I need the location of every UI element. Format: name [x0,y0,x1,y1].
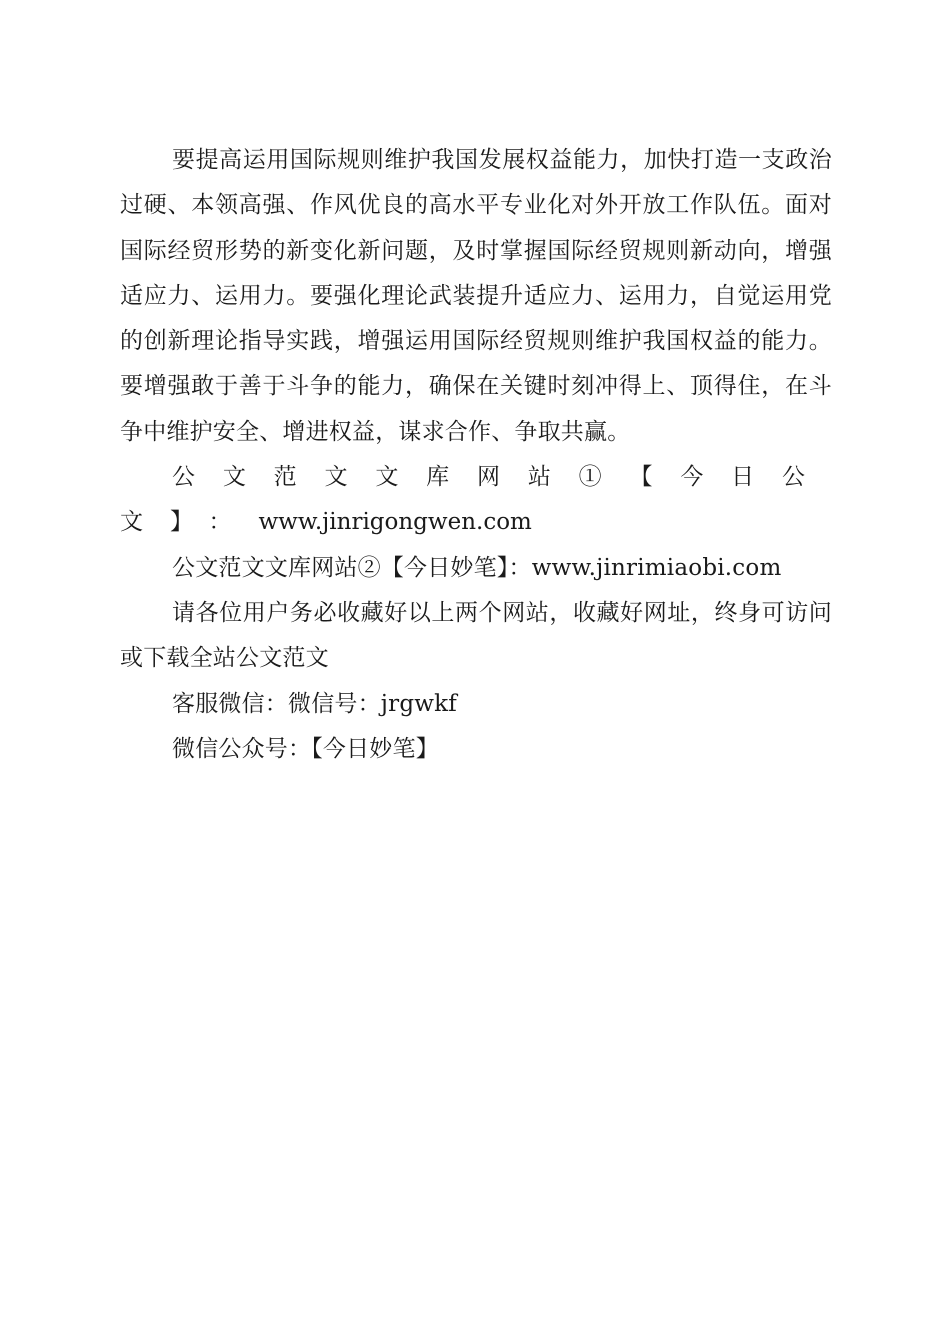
service-wechat: 客服微信：微信号：jrgwkf [172,690,457,717]
official-account: 微信公众号：【今日妙笔】 [172,735,439,762]
site1-label: 公文范文文库网站①【今日公文】： [120,464,832,536]
notice-paragraph: 请各位用户务必收藏好以上两个网站，收藏好网址，终身可访问或下载全站公文范文 [120,599,832,672]
site1-url: www.jinrigongwen.com [258,509,532,536]
document-page [120,138,832,772]
body-paragraph: 要提高运用国际规则维护我国发展权益能力，加快打造一支政治过硬、本领高强、作风优良的高水平专业化对外开放工作队伍。面对国际经贸形势的新变化新问题，及时掌握国际经贸规则新动向，增强适应力、运用力。要强化理论武装提升适应力、运用力，自觉运用党的创新理论指导实践，增强运用国际经贸规则维护我国权益的能力。要增强敢于善于斗争的能力，确保在关键时刻冲得上、顶得住，在斗争中维护安全、增进权益，谋求合作、争取共赢。 [120,147,832,445]
site1-line [120,455,832,546]
site2-line: 公文范文文库网站②【今日妙笔】：www.jinrimiaobi.com [172,554,782,581]
